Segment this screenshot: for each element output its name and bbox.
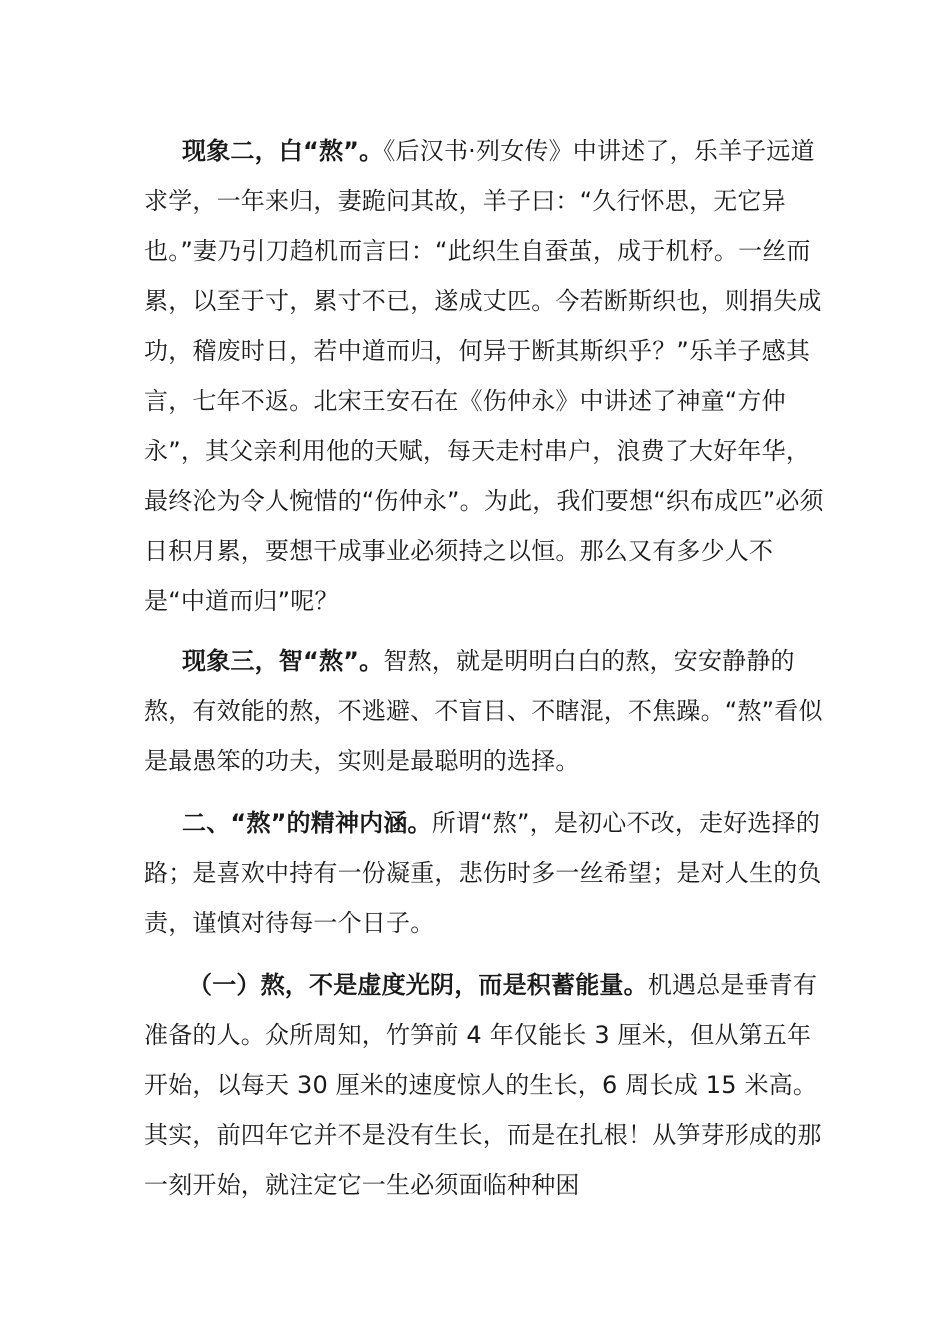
paragraph-phenomenon-three xyxy=(144,636,834,786)
paragraph-heading: 现象三，智“熬”。 xyxy=(182,647,384,675)
paragraph-heading: 现象二，白“熬”。 xyxy=(182,137,384,165)
paragraph-spirit-connotation xyxy=(144,798,834,948)
paragraph-body: 所谓“熬”，是初心不改，走好选择的路；是喜欢中持有一份凝重，悲伤时多一丝希望；是对人生的负责，谨慎对待每一个日子。 xyxy=(144,809,822,937)
paragraph-body: 机遇总是垂青有准备的人。众所周知，竹笋前 4 年仅能长 3 厘米，但从第五年开始，以每天 30 厘米的速度惊人的生长，6 周长成 15 米高。其实，前四年它并不是没有生长，而是在扎根！从笋芽形成的那一刻开始，就注定它一生必须面临种种困 xyxy=(144,971,822,1199)
paragraph-body: 《后汉书·列女传》中讲述了，乐羊子远道求学，一年来归，妻跪问其故，羊子曰：“久行怀思，无它异也。”妻乃引刀趋机而言曰：“此织生自蚕茧，成于机杼。一丝而累，以至于寸，累寸不已，遂成丈匹。今若断斯织也，则捐失成功，稽废时日，若中道而归，何异于断其斯织乎？”乐羊子感其言，七年不返。北宋王安石在《伤仲永》中讲述了神童“方仲永”，其父亲利用他的天赋，每天走村串户，浪费了大好年华，最终沦为令人惋惜的“伤仲永”。为此，我们要想“织布成匹”必须日积月累，要想干成事业必须持之以恒。那么又有多少人不是“中道而归”呢？ xyxy=(144,137,824,615)
paragraph-section-one xyxy=(144,960,834,1210)
paragraph-heading: （一）熬，不是虚度光阴，而是积蓄能量。 xyxy=(188,971,648,999)
paragraph-heading: 二、“熬”的精神内涵。 xyxy=(182,809,432,837)
paragraph-phenomenon-two xyxy=(144,126,834,626)
paragraph-body: 智熬，就是明明白白的熬，安安静静的熬，有效能的熬，不逃避、不盲目、不瞎混，不焦躁。“熬”看似是最愚笨的功夫，实则是最聪明的选择。 xyxy=(144,647,823,775)
